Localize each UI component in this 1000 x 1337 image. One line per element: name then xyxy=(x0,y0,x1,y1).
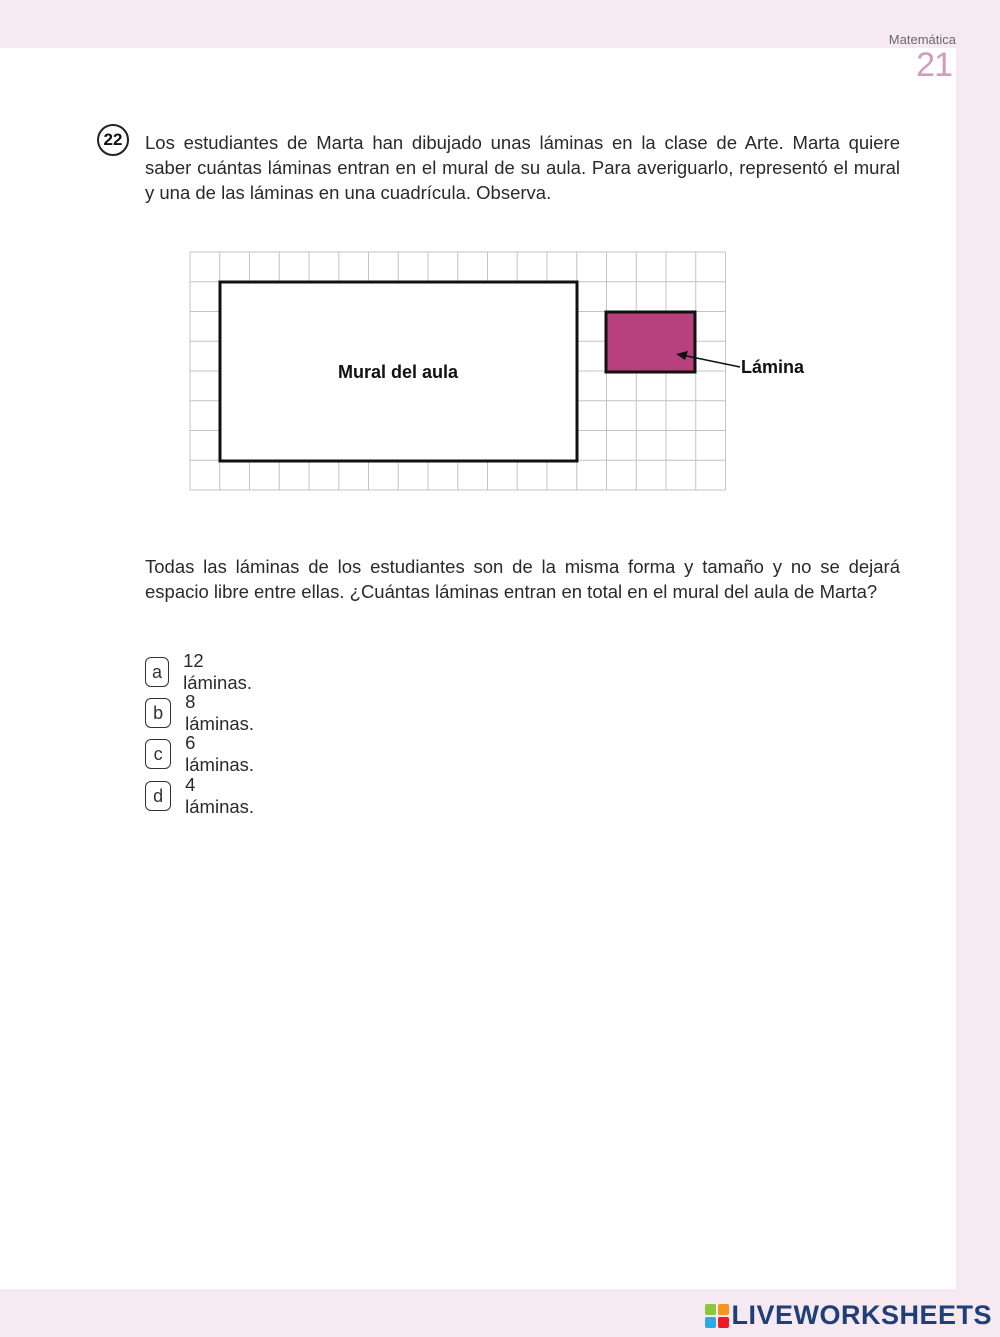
liveworksheets-icon xyxy=(705,1304,729,1328)
option-a[interactable] xyxy=(145,650,258,694)
grid-figure xyxy=(0,0,1000,520)
question-number: 22 xyxy=(97,124,129,156)
option-d-letter[interactable]: d xyxy=(145,781,171,811)
option-d-text: 4 láminas. xyxy=(185,774,255,817)
page-number: 21 xyxy=(916,46,952,84)
option-b[interactable] xyxy=(145,691,258,735)
brand-text: LIVEWORKSHEETS xyxy=(731,1300,992,1330)
question-intro: Los estudiantes de Marta han dibujado unas láminas en la clase de Arte. Marta quiere saber cuántas láminas entran en el mural de su aula. Para averiguarlo, representó el mural y una de las láminas en una cuadrícula. Observa. xyxy=(145,132,900,203)
lamina-rectangle xyxy=(606,312,695,372)
option-c-letter[interactable]: c xyxy=(145,739,171,769)
option-a-text: 12 láminas. xyxy=(183,650,253,693)
option-c[interactable] xyxy=(145,732,258,776)
option-a-letter[interactable]: a xyxy=(145,657,169,687)
mural-label: Mural del aula xyxy=(337,362,459,382)
subject-label: Matemática xyxy=(888,32,956,47)
option-d[interactable] xyxy=(145,774,258,818)
liveworksheets-logo xyxy=(705,1300,992,1331)
option-b-letter[interactable]: b xyxy=(145,698,171,728)
question-prompt: Todas las láminas de los estudiantes son de la misma forma y tamaño y no se dejará espacio libre entre ellas. ¿Cuántas láminas entran en total en el mural del aula de Marta? xyxy=(145,556,900,602)
lamina-label: Lámina xyxy=(741,357,805,377)
option-b-text: 8 láminas. xyxy=(185,691,255,734)
option-c-text: 6 láminas. xyxy=(185,732,255,775)
